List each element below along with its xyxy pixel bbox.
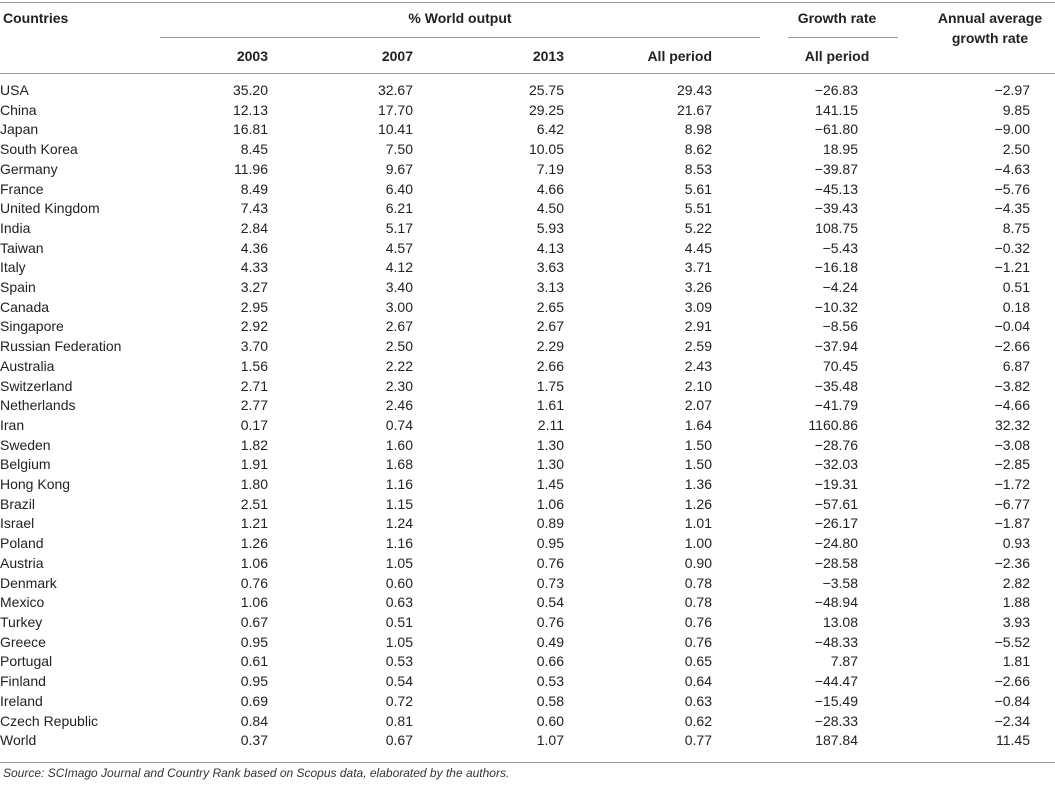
value-cell: −2.85 [994,456,1030,473]
header-countries: Countries [3,10,69,26]
value-cell: 1.26 [684,495,712,512]
table-row [0,731,1030,751]
value-cell: 4.45 [684,239,712,256]
value-cell: −5.52 [994,633,1030,650]
value-cell: 1.16 [385,476,413,493]
value-cell: 0.84 [240,712,268,729]
value-cell: 0.95 [240,673,268,690]
header-bottom-rule [0,73,1055,74]
value-cell: −3.08 [994,436,1030,453]
value-cell: 5.51 [684,200,712,217]
value-cell: 0.69 [240,692,268,709]
value-cell: 2.30 [385,377,413,394]
value-cell: 2.51 [240,495,268,512]
table-row [0,239,1030,259]
table-row [0,416,1030,436]
value-cell: 0.74 [385,416,413,433]
value-cell: 1.56 [240,357,268,374]
value-cell: 1.30 [536,436,564,453]
table-row [0,613,1030,633]
value-cell: 2.46 [385,397,413,414]
country-cell: Brazil [0,495,36,512]
table-row [0,396,1030,416]
country-cell: France [0,180,44,197]
table-row [0,534,1030,554]
table-row [0,199,1030,219]
country-cell: Russian Federation [0,338,122,355]
value-cell: 0.95 [240,633,268,650]
table-row [0,337,1030,357]
value-cell: 1.82 [240,436,268,453]
value-cell: −61.80 [814,121,858,138]
country-cell: Netherlands [0,397,76,414]
value-cell: 1.36 [684,476,712,493]
table-row [0,554,1030,574]
value-cell: 11.96 [234,160,268,177]
country-cell: Hong Kong [0,476,71,493]
value-cell: 141.15 [815,101,858,118]
value-cell: 18.95 [822,141,858,158]
value-cell: 0.93 [1002,535,1030,552]
country-cell: Taiwan [0,239,44,256]
world-output-rule [160,37,760,38]
country-cell: Germany [0,160,58,177]
value-cell: 2.66 [536,357,564,374]
value-cell: 2.59 [684,338,712,355]
value-cell: 32.32 [994,416,1030,433]
value-cell: 5.22 [684,219,712,236]
country-cell: Israel [0,515,35,532]
header-growth-all-period: All period [804,48,870,64]
value-cell: 70.45 [822,357,858,374]
value-cell: 0.89 [536,515,564,532]
value-cell: 0.67 [385,732,413,749]
value-cell: 10.41 [377,121,413,138]
country-cell: Singapore [0,318,64,335]
table-row [0,258,1030,278]
value-cell: 2.50 [1002,141,1030,158]
value-cell: −57.61 [814,495,858,512]
table-row [0,436,1030,456]
value-cell: 1.16 [385,535,413,552]
value-cell: −1.21 [994,259,1030,276]
value-cell: −19.31 [814,476,858,493]
value-cell: 2.67 [385,318,413,335]
value-cell: 0.65 [684,653,712,670]
country-cell: Denmark [0,574,57,591]
value-cell: 11.45 [996,732,1030,749]
header-2013: 2013 [532,48,564,64]
value-cell: −45.13 [814,180,858,197]
value-cell: −2.66 [994,673,1030,690]
table-row [0,514,1030,534]
value-cell: 8.75 [1002,219,1030,236]
value-cell: −0.32 [994,239,1030,256]
value-cell: 0.53 [385,653,413,670]
source-note: Source: SCImago Journal and Country Rank based on Scopus data, elaborated by the authors. [3,766,510,780]
country-cell: Turkey [0,613,43,630]
value-cell: 1.60 [385,436,413,453]
value-cell: 1.68 [385,456,413,473]
value-cell: 13.08 [822,613,858,630]
value-cell: 25.75 [528,82,564,98]
value-cell: 3.63 [536,259,564,276]
country-cell: Belgium [0,456,51,473]
value-cell: 1.24 [385,515,413,532]
value-cell: 3.40 [385,279,413,296]
country-cell: Spain [0,279,36,296]
value-cell: −35.48 [814,377,858,394]
value-cell: 0.76 [536,554,564,571]
value-cell: −39.87 [814,160,858,177]
value-cell: 2.65 [536,298,564,315]
table-row [0,377,1030,397]
value-cell: 2.77 [240,397,268,414]
value-cell: 3.70 [240,338,268,355]
value-cell: 1.15 [385,495,413,512]
value-cell: 1.00 [684,535,712,552]
table-row [0,219,1030,239]
value-cell: 10.05 [528,141,564,158]
value-cell: 1.01 [684,515,712,532]
value-cell: 35.20 [232,82,268,98]
table-row [0,120,1030,140]
value-cell: 1.91 [240,456,268,473]
value-cell: 9.85 [1002,101,1030,118]
value-cell: 0.49 [536,633,564,650]
value-cell: −2.36 [994,554,1030,571]
table-row [0,574,1030,594]
country-cell: Iran [0,416,25,433]
value-cell: −48.33 [814,633,858,650]
value-cell: 4.13 [536,239,564,256]
value-cell: 6.87 [1002,357,1030,374]
value-cell: 4.12 [385,259,413,276]
value-cell: 2.50 [385,338,413,355]
country-cell: China [0,101,37,118]
value-cell: 6.42 [536,121,564,138]
table-row [0,180,1030,200]
table-bottom-rule [0,762,1055,763]
country-cell: Greece [0,633,46,650]
value-cell: 0.76 [536,613,564,630]
value-cell: −4.35 [994,200,1030,217]
value-cell: 0.63 [385,594,413,611]
value-cell: 2.82 [1002,574,1030,591]
value-cell: 0.58 [536,692,564,709]
value-cell: −0.04 [994,318,1030,335]
value-cell: 0.54 [536,594,564,611]
value-cell: 8.45 [240,141,268,158]
value-cell: 2.91 [684,318,712,335]
value-cell: −0.84 [994,692,1030,709]
growth-rate-rule [788,37,898,38]
country-cell: India [0,219,31,236]
value-cell: 21.67 [676,101,712,118]
country-cell: Czech Republic [0,712,99,729]
value-cell: 8.49 [240,180,268,197]
value-cell: 1.21 [240,515,268,532]
country-cell: Ireland [0,692,43,709]
value-cell: 0.76 [240,574,268,591]
country-cell: Switzerland [0,377,73,394]
table-row [0,140,1030,160]
value-cell: −41.79 [814,397,858,414]
table-row [0,593,1030,613]
value-cell: 3.27 [240,279,268,296]
header-growth-rate-2: growth rate [951,30,1029,46]
value-cell: 1160.86 [808,416,858,433]
value-cell: 0.67 [240,613,268,630]
value-cell: 8.53 [684,160,712,177]
value-cell: −39.43 [814,200,858,217]
table-row [0,692,1030,712]
table-row [0,278,1030,298]
value-cell: 0.78 [684,594,712,611]
value-cell: 4.66 [536,180,564,197]
country-cell: Canada [0,298,50,315]
table-row [0,101,1030,121]
value-cell: 2.95 [240,298,268,315]
table-row [0,495,1030,515]
value-cell: 16.81 [232,121,268,138]
value-cell: −2.66 [994,338,1030,355]
value-cell: 2.11 [537,416,564,433]
value-cell: 1.30 [536,456,564,473]
value-cell: 2.07 [684,397,712,414]
value-cell: 0.62 [684,712,712,729]
value-cell: 187.84 [815,732,858,749]
header-world-output: % World output [408,10,512,26]
value-cell: 1.05 [385,554,413,571]
value-cell: −24.80 [814,535,858,552]
country-cell: South Korea [0,141,78,158]
value-cell: −32.03 [814,456,858,473]
value-cell: 7.87 [830,653,858,670]
value-cell: −1.87 [994,515,1030,532]
value-cell: −4.66 [994,397,1030,414]
value-cell: −44.47 [814,673,858,690]
value-cell: 0.60 [536,712,564,729]
header-growth-rate: Growth rate [797,10,877,26]
value-cell: 1.81 [1002,653,1030,670]
value-cell: 3.71 [684,259,712,276]
table-row [0,298,1030,318]
value-cell: 1.80 [240,476,268,493]
value-cell: −4.63 [994,160,1030,177]
header-annual-average: Annual average [937,10,1043,26]
country-cell: Mexico [0,594,45,611]
value-cell: 1.07 [536,732,564,749]
value-cell: −48.94 [814,594,858,611]
value-cell: 2.67 [536,318,564,335]
table-row [0,712,1030,732]
table-row [0,455,1030,475]
value-cell: 12.13 [232,101,268,118]
value-cell: −10.32 [814,298,858,315]
value-cell: −9.00 [994,121,1030,138]
value-cell: 7.19 [536,160,564,177]
value-cell: 1.64 [684,416,712,433]
value-cell: −3.58 [822,574,858,591]
table-row [0,652,1030,672]
value-cell: 1.61 [536,397,564,414]
value-cell: 1.06 [240,594,268,611]
value-cell: 3.93 [1002,613,1030,630]
value-cell: 1.45 [536,476,564,493]
value-cell: 2.10 [684,377,712,394]
value-cell: 5.17 [385,219,413,236]
value-cell: 9.67 [385,160,413,177]
table-row [0,357,1030,377]
value-cell: 7.50 [385,141,413,158]
value-cell: 0.76 [684,633,712,650]
value-cell: 0.76 [684,613,712,630]
value-cell: 2.43 [684,357,712,374]
value-cell: 0.73 [536,574,564,591]
value-cell: 6.40 [385,180,413,197]
value-cell: 8.62 [684,141,712,158]
value-cell: 5.61 [684,180,712,197]
value-cell: 17.70 [377,101,413,118]
country-cell: Austria [0,554,44,571]
value-cell: 0.61 [240,653,268,670]
value-cell: 6.21 [385,200,413,217]
table-row [0,672,1030,692]
value-cell: 0.64 [684,673,712,690]
value-cell: 2.71 [240,377,268,394]
value-cell: −26.17 [814,515,858,532]
value-cell: 2.84 [240,219,268,236]
value-cell: 7.43 [240,200,268,217]
value-cell: 0.63 [684,692,712,709]
value-cell: −16.18 [814,259,858,276]
value-cell: 4.57 [385,239,413,256]
value-cell: 8.98 [684,121,712,138]
value-cell: 2.22 [385,357,413,374]
value-cell: 4.50 [536,200,564,217]
value-cell: 5.93 [536,219,564,236]
value-cell: 4.33 [240,259,268,276]
value-cell: 0.95 [536,535,564,552]
value-cell: 0.72 [385,692,413,709]
country-cell: Sweden [0,436,51,453]
country-cell: Finland [0,673,46,690]
value-cell: 1.06 [240,554,268,571]
country-cell: Poland [0,535,44,552]
value-cell: −8.56 [822,318,858,335]
country-cell: USA [0,82,29,98]
value-cell: 3.00 [385,298,413,315]
value-cell: −3.82 [994,377,1030,394]
country-cell: Portugal [0,653,53,670]
value-cell: 0.66 [536,653,564,670]
value-cell: 1.50 [684,456,712,473]
value-cell: 108.75 [815,219,858,236]
value-cell: 0.77 [684,732,712,749]
value-cell: 1.26 [240,535,268,552]
value-cell: 1.88 [1002,594,1030,611]
table-row [0,633,1030,653]
value-cell: 0.78 [684,574,712,591]
table-row [0,317,1030,337]
value-cell: 32.67 [377,82,413,98]
table-body [0,81,1030,751]
table-row [0,160,1030,180]
value-cell: 1.50 [684,436,712,453]
value-cell: 1.05 [385,633,413,650]
header-2007: 2007 [381,48,413,64]
header-all-period: All period [647,48,712,64]
value-cell: −5.76 [994,180,1030,197]
value-cell: 3.26 [684,279,712,296]
header-2003: 2003 [236,48,268,64]
value-cell: −2.97 [994,82,1030,98]
value-cell: −4.24 [822,279,858,296]
value-cell: −28.58 [814,554,858,571]
value-cell: 0.53 [536,673,564,690]
value-cell: −6.77 [994,495,1030,512]
value-cell: 0.18 [1002,298,1030,315]
value-cell: 29.25 [528,101,564,118]
value-cell: 0.51 [1002,279,1030,296]
value-cell: 0.37 [240,732,268,749]
country-cell: Australia [0,357,55,374]
table-row [0,81,1030,101]
value-cell: 29.43 [676,82,712,98]
value-cell: 1.75 [536,377,564,394]
value-cell: −1.72 [994,476,1030,493]
country-cell: United Kingdom [0,200,100,217]
value-cell: −37.94 [814,338,858,355]
value-cell: 3.13 [536,279,564,296]
value-cell: 0.60 [385,574,413,591]
value-cell: −28.76 [814,436,858,453]
country-cell: World [0,732,37,749]
value-cell: −26.83 [814,82,858,98]
country-cell: Japan [0,121,39,138]
value-cell: 2.92 [240,318,268,335]
value-cell: 3.09 [684,298,712,315]
value-cell: 4.36 [240,239,268,256]
value-cell: 0.17 [240,416,268,433]
country-cell: Italy [0,259,26,276]
table-top-rule [0,2,1055,3]
value-cell: 0.54 [385,673,413,690]
value-cell: −28.33 [814,712,858,729]
value-cell: −15.49 [814,692,858,709]
value-cell: −2.34 [994,712,1030,729]
value-cell: 0.51 [385,613,413,630]
value-cell: 2.29 [536,338,564,355]
table-row [0,475,1030,495]
value-cell: 1.06 [536,495,564,512]
value-cell: 0.81 [385,712,413,729]
value-cell: 0.90 [684,554,712,571]
value-cell: −5.43 [822,239,858,256]
